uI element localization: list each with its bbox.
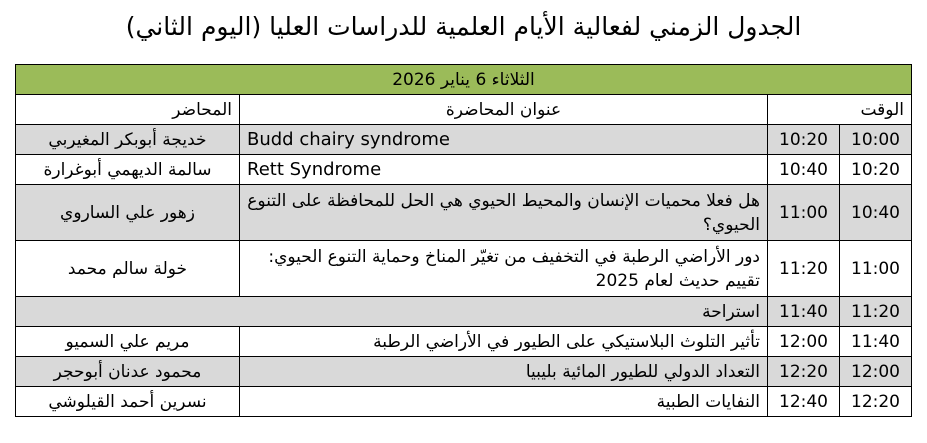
start-time: 10:00 (840, 125, 912, 155)
table-row (16, 357, 912, 387)
speaker-name: نسرين أحمد القيلوشي (16, 387, 240, 417)
end-time: 11:40 (768, 297, 840, 327)
end-time: 12:20 (768, 357, 840, 387)
speaker-column-header: المحاضر (16, 95, 240, 125)
end-time: 10:40 (768, 155, 840, 185)
table-row (16, 387, 912, 417)
table-row (16, 241, 912, 297)
start-time: 11:40 (840, 327, 912, 357)
end-time: 11:20 (768, 241, 840, 297)
table-row (16, 125, 912, 155)
speaker-name: زهور علي الساروي (16, 185, 240, 241)
speaker-name: مريم علي السميو (16, 327, 240, 357)
date-header-row (16, 65, 912, 95)
end-time: 10:20 (768, 125, 840, 155)
break-label: استراحة (16, 297, 768, 327)
column-header-row (16, 95, 912, 125)
lecture-title: هل فعلا محميات الإنسان والمحيط الحيوي هي الحل للمحافظة على التنوع الحيوي؟ (240, 185, 768, 241)
lecture-title: النفايات الطبية (240, 387, 768, 417)
start-time: 12:20 (840, 387, 912, 417)
table-row-break (16, 297, 912, 327)
lecture-title: تأثير التلوث البلاستيكي على الطيور في الأراضي الرطبة (240, 327, 768, 357)
table-row (16, 185, 912, 241)
start-time: 11:00 (840, 241, 912, 297)
speaker-name: خديجة أبوبكر المغيربي (16, 125, 240, 155)
document-title: الجدول الزمني لفعالية الأيام العلمية للدراسات العليا (اليوم الثاني) (125, 12, 802, 41)
lecture-title: التعداد الدولي للطيور المائية بليبيا (240, 357, 768, 387)
lecture-title: Budd chairy syndrome (240, 125, 768, 155)
speaker-name: خولة سالم محمد (16, 241, 240, 297)
title-column-header: عنوان المحاضرة (240, 95, 768, 125)
table-row (16, 327, 912, 357)
lecture-title: دور الأراضي الرطبة في التخفيف من تغيّر المناخ وحماية التنوع الحيوي: تقييم حديث لعام 2025 (240, 241, 768, 297)
start-time: 11:20 (840, 297, 912, 327)
schedule-table (15, 64, 912, 417)
lecture-title: Rett Syndrome (240, 155, 768, 185)
start-time: 12:00 (840, 357, 912, 387)
date-header: الثلاثاء 6 يناير 2026 (16, 65, 912, 95)
start-time: 10:40 (840, 185, 912, 241)
time-column-header: الوقت (768, 95, 912, 125)
end-time: 12:00 (768, 327, 840, 357)
speaker-name: محمود عدنان أبوحجر (16, 357, 240, 387)
end-time: 12:40 (768, 387, 840, 417)
end-time: 11:00 (768, 185, 840, 241)
start-time: 10:20 (840, 155, 912, 185)
speaker-name: سالمة الديهمي أبوغرارة (16, 155, 240, 185)
table-row (16, 155, 912, 185)
